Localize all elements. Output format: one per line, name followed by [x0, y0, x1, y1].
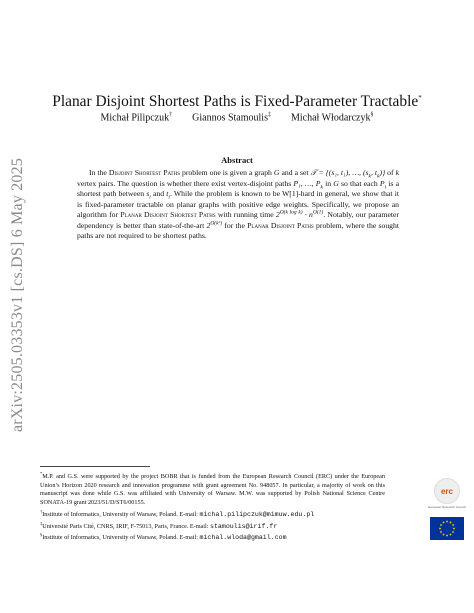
eu-flag-background	[430, 517, 464, 540]
abstract-text: problem one is given a graph	[180, 168, 274, 177]
paper-title	[40, 88, 434, 112]
email-link[interactable]: stamoulis@irif.fr	[210, 522, 278, 530]
math-expression	[276, 210, 323, 219]
math-part: t	[166, 189, 169, 198]
abstract-body	[77, 168, 399, 242]
footnote-funding	[40, 470, 385, 508]
erc-logo	[428, 478, 466, 510]
author-list	[40, 112, 434, 123]
author-name: Michał Włodarczyk	[290, 112, 371, 124]
footnote-affiliation	[40, 508, 420, 520]
footnote-affiliation	[40, 531, 420, 543]
email-link[interactable]: michal.pilipczuk@mimuw.edu.pl	[199, 510, 315, 518]
title-footnote-mark: *	[418, 94, 422, 102]
math-expression	[310, 168, 386, 180]
math-part: 𝒯 = {(s₁, t₁), …, (s	[310, 168, 369, 177]
erc-logo-subtitle: European Research Council	[428, 505, 466, 509]
author	[101, 112, 173, 123]
abstract-text: so that each	[338, 178, 380, 188]
footnote-affiliation	[40, 520, 420, 532]
math-symbol: G	[273, 168, 280, 177]
paper-title-text: Planar Disjoint Shortest Paths is Fixed-Parameter Tractable	[52, 93, 419, 111]
math-sup: O(1)	[312, 209, 324, 216]
eu-star	[440, 531, 442, 533]
erc-logo-text: erc	[440, 486, 453, 496]
abstract-text: problem, where the sought paths are not required to be shortest paths.	[77, 220, 399, 240]
math-part: 2	[275, 210, 280, 219]
math-sup: O(k log k)	[279, 209, 303, 216]
math-symbol: G	[333, 178, 339, 188]
author-name: Giannos Stamoulis	[192, 112, 268, 124]
abstract-paragraph	[77, 168, 399, 242]
eu-star	[446, 521, 448, 523]
math-sup: O(k²)	[210, 219, 223, 226]
eu-star	[443, 534, 445, 536]
footnotes	[40, 470, 420, 543]
math-sub: i	[168, 194, 170, 201]
erc-logo-mark	[434, 478, 460, 504]
footnote-mark: †	[40, 508, 43, 514]
abstract-text: for the	[222, 220, 248, 230]
eu-star	[452, 531, 454, 533]
eu-star	[450, 534, 452, 536]
footnote-text: Institute of Informatics, University of Warsaw, Poland. E-mail:	[42, 534, 200, 542]
math-symbol: k	[395, 168, 400, 177]
footnote-mark: §	[40, 532, 43, 538]
footnote-mark: ‡	[40, 520, 43, 526]
math-sub: i	[384, 184, 387, 191]
problem-name: Planar Disjoint Shortest Paths	[120, 210, 216, 219]
math-part: , t	[371, 168, 378, 177]
problem-name: Planar Disjoint Paths	[247, 220, 314, 230]
abstract-text: is a shortest path between	[77, 178, 399, 198]
abstract-text: with running time	[215, 210, 276, 219]
math-sub: k	[368, 173, 371, 180]
eu-star	[452, 524, 454, 526]
abstract-text: of	[385, 168, 396, 177]
eu-star	[443, 522, 445, 524]
footnote-text: Université Paris Cité, CNRS, IRIF, F-75013, Paris, France. E-mail:	[42, 522, 211, 530]
author	[291, 112, 374, 123]
arxiv-identifier-stamp	[3, 150, 33, 440]
abstract-text: and a set	[279, 168, 311, 177]
abstract-text: in	[322, 178, 334, 188]
eu-star	[446, 535, 448, 537]
footnote-text: Institute of Informatics, University of Warsaw, Poland. E-mail:	[42, 510, 200, 518]
math-part: s	[146, 189, 150, 198]
author-mark: ‡	[267, 112, 271, 118]
math-sub: k	[377, 173, 380, 180]
author-mark: †	[169, 112, 173, 118]
abstract-text: . Notably, our parameter dependency is better than state-of-the-art	[77, 210, 400, 230]
math-part: · n	[302, 210, 313, 219]
email-link[interactable]: michal.wloda@gmail.com	[199, 534, 287, 542]
abstract-text: vertex pairs. The question is whether there exist vertex-disjoint paths	[77, 178, 294, 188]
math-part: )}	[379, 168, 386, 177]
math-expression	[206, 221, 222, 230]
eu-star	[453, 528, 455, 530]
author-name: Michał Pilipczuk	[100, 112, 170, 124]
arxiv-identifier-text: arXiv:2505.03353v1 [cs.DS] 6 May 2025	[9, 157, 27, 433]
math-sub: i	[149, 194, 151, 201]
math-expression	[293, 178, 323, 191]
eu-star	[439, 528, 441, 530]
math-part: P₁, …, P	[293, 178, 321, 188]
author	[192, 112, 271, 123]
math-sub: k	[320, 184, 323, 191]
math-part: 2	[206, 220, 211, 230]
eu-star	[450, 522, 452, 524]
problem-name: Disjoint Shortest Paths	[108, 168, 180, 177]
abstract-text: and	[150, 189, 167, 198]
abstract-text: In the	[89, 168, 109, 177]
eu-flag-icon	[430, 517, 464, 540]
footnote-divider	[40, 466, 150, 467]
abstract-heading: Abstract	[221, 155, 253, 165]
abstract-text: . While the problem is known to be W[1]-hard in general, we show that it is fixed-parameter tractable on planar graphs with positive edge weights. Specifically, we propose an algorithm for	[77, 189, 400, 219]
author-mark: §	[370, 112, 374, 118]
eu-star	[440, 524, 442, 526]
footnote-text: M.P. and G.S. were supported by the project BOBR that is funded from the European Research Council (ERC) under the European Union’s Horizon 2020 research and innovation programme with grant agreement No. 948057. In particular, a majority of work on this manuscript was done while G.S. was affiliated with University of Warsaw. M.W. was supported by Polish National Science Centre SONATA-19 grant 2023/51/D/ST6/00155.	[40, 473, 385, 507]
footnote-mark: *	[40, 471, 43, 476]
math-part: P	[379, 178, 385, 188]
